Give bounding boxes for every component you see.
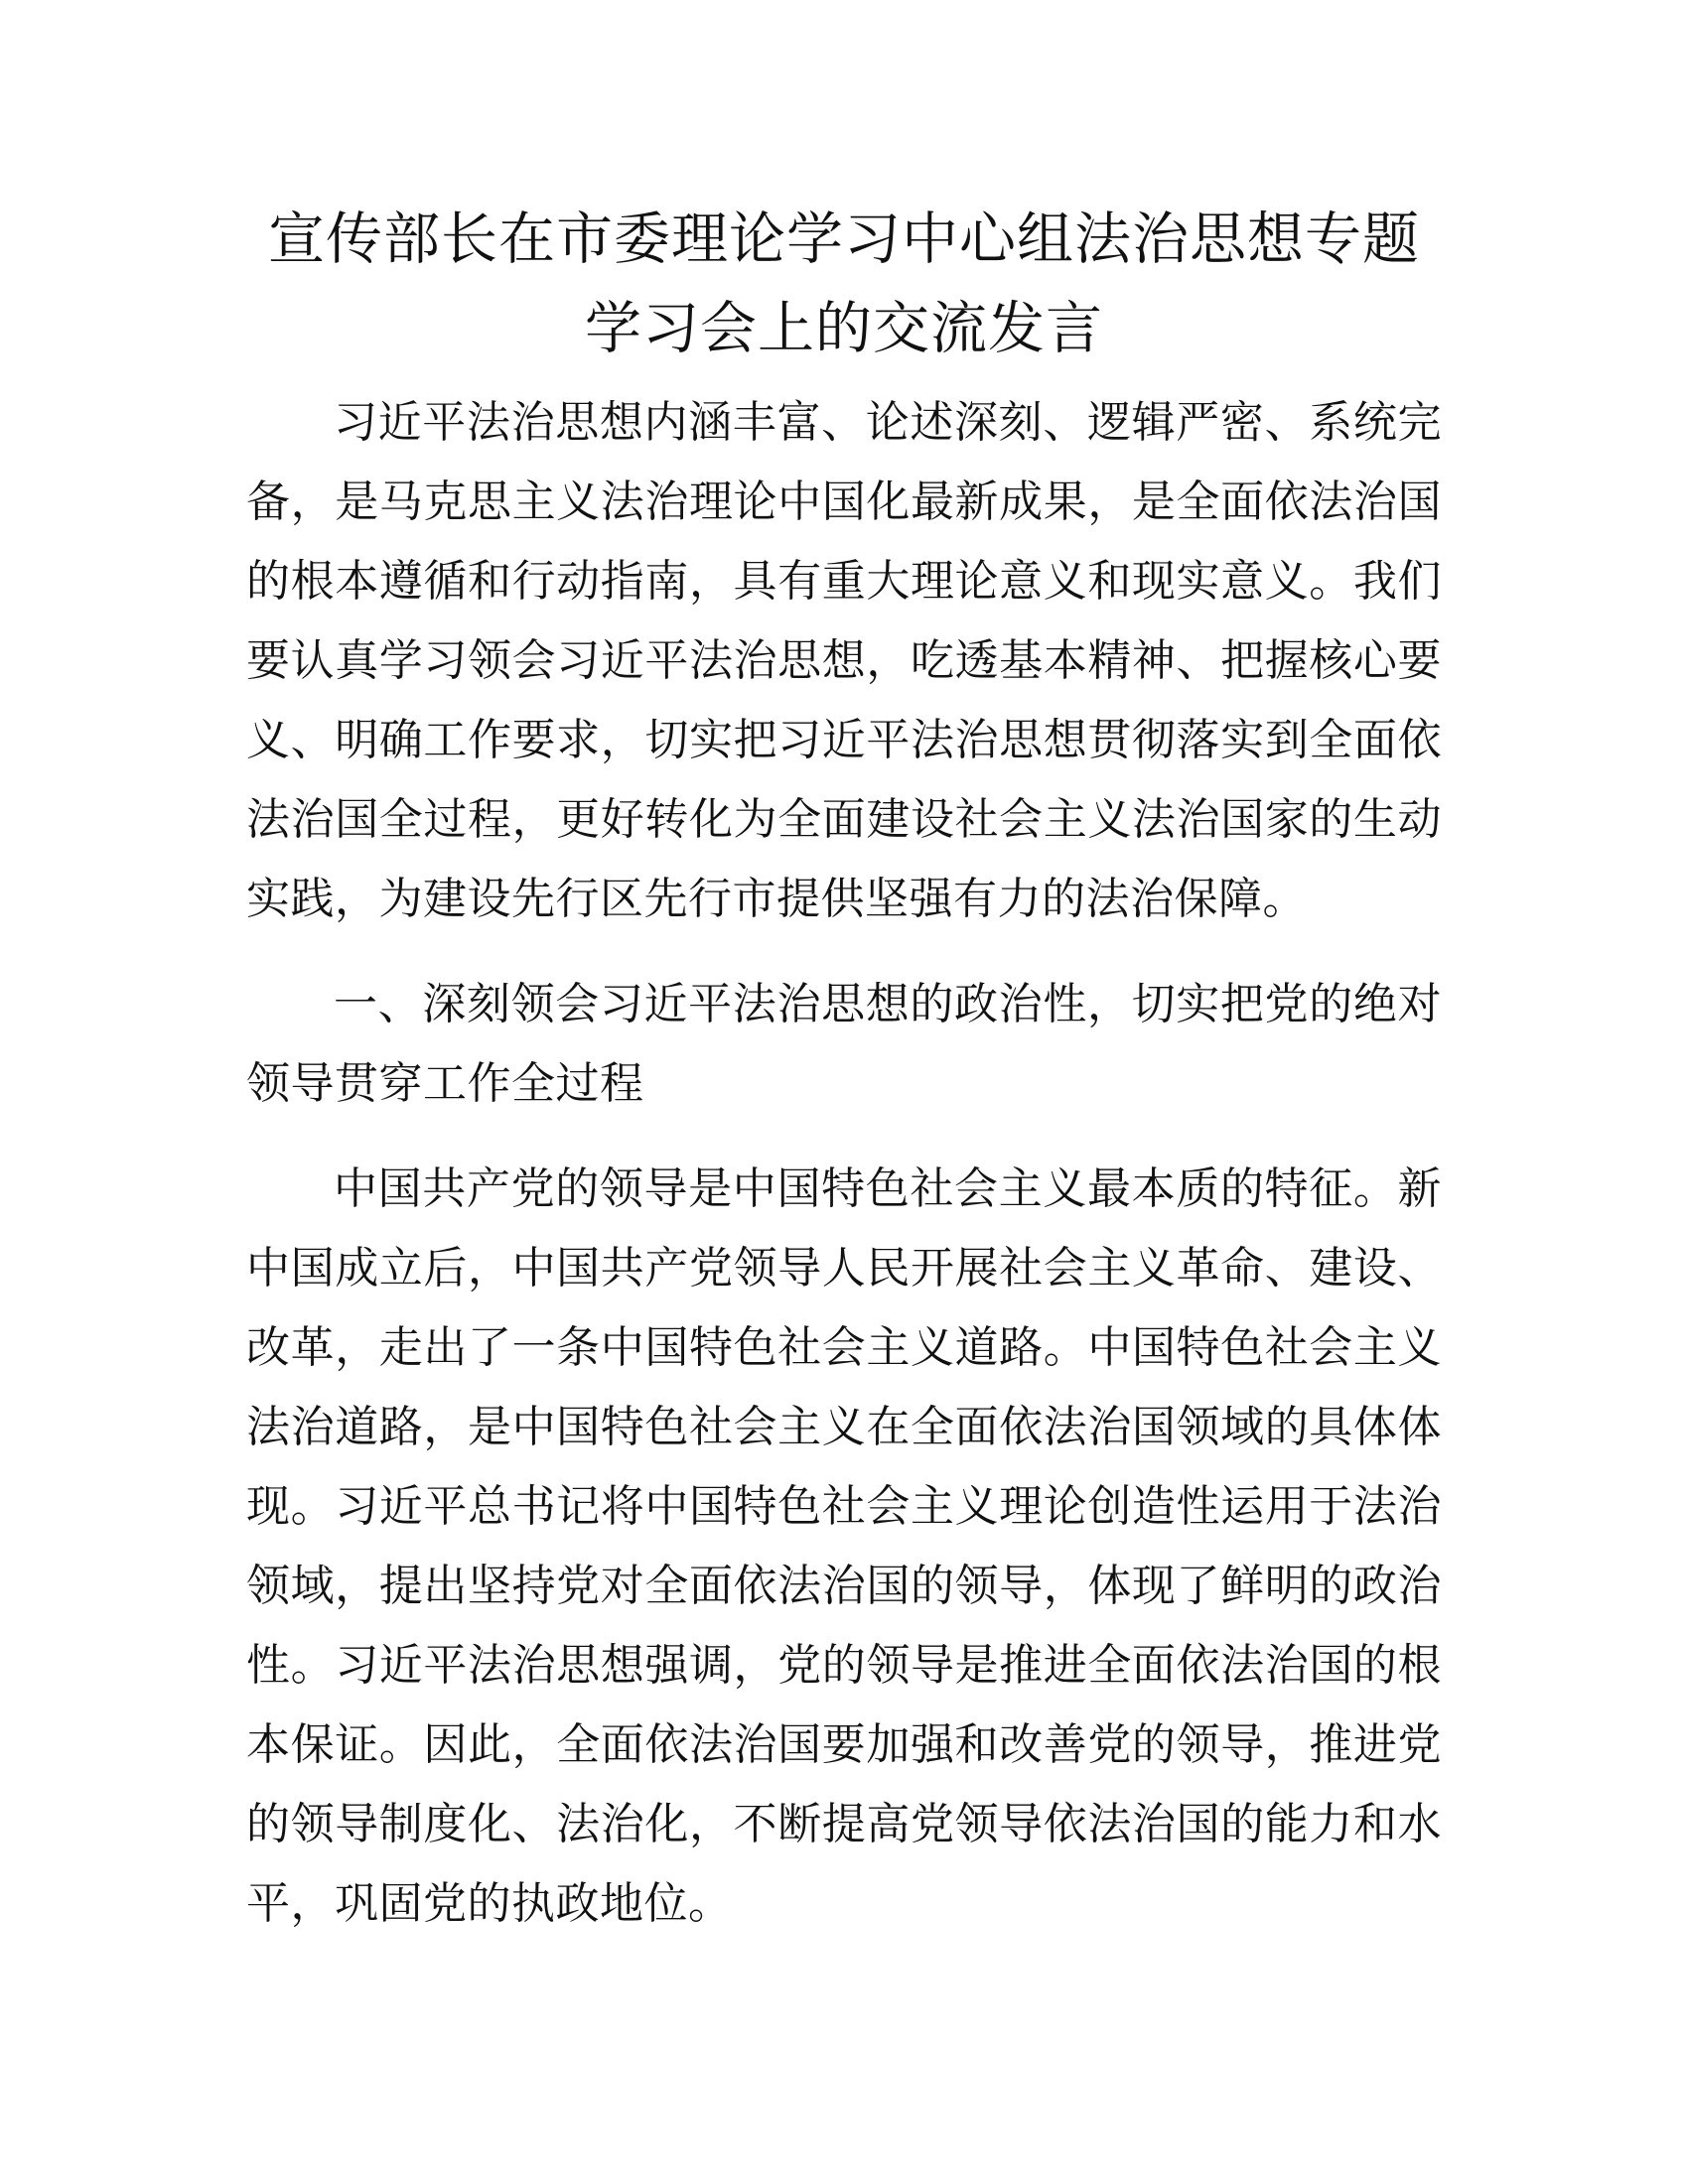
body-paragraph: 中国共产党的领导是中国特色社会主义最本质的特征。新中国成立后，中国共产党领导人民开展社会主义革命、建设、改革，走出了一条中国特色社会主义道路。中国特色社会主义法治道路，是中国特色社会主义在全面依法治国领域的具体体现。习近平总书记将中国特色社会主义理论创造性运用于法治领域，提出坚持党对全面依法治国的领导，体现了鲜明的政治性。习近平法治思想强调，党的领导是推进全面依法治国的根本保证。因此，全面依法治国要加强和改善党的领导，推进党的领导制度化、法治化，不断提高党领导依法治国的能力和水平，巩固党的执政地位。 — [246, 1163, 1442, 1929]
title-line-1: 宣传部长在市委理论学习中心组法治思想专题 — [268, 206, 1420, 272]
document-title — [246, 195, 1442, 373]
title-line-2: 学习会上的交流发言 — [585, 296, 1103, 361]
section-heading-1: 一、深刻领会习近平法治思想的政治性，切实把党的绝对领导贯穿工作全过程 — [246, 979, 1442, 1109]
document-body — [246, 195, 1442, 1944]
intro-paragraph: 习近平法治思想内涵丰富、论述深刻、逻辑严密、系统完备，是马克思主义法治理论中国化最新成果，是全面依法治国的根本遵循和行动指南，具有重大理论意义和现实意义。我们要认真学习领会习近平法治思想，吃透基本精神、把握核心要义、明确工作要求，切实把习近平法治思想贯彻落实到全面依法治国全过程，更好转化为全面建设社会主义法治国家的生动实践，为建设先行区先行市提供坚强有力的法治保障。 — [246, 397, 1442, 924]
